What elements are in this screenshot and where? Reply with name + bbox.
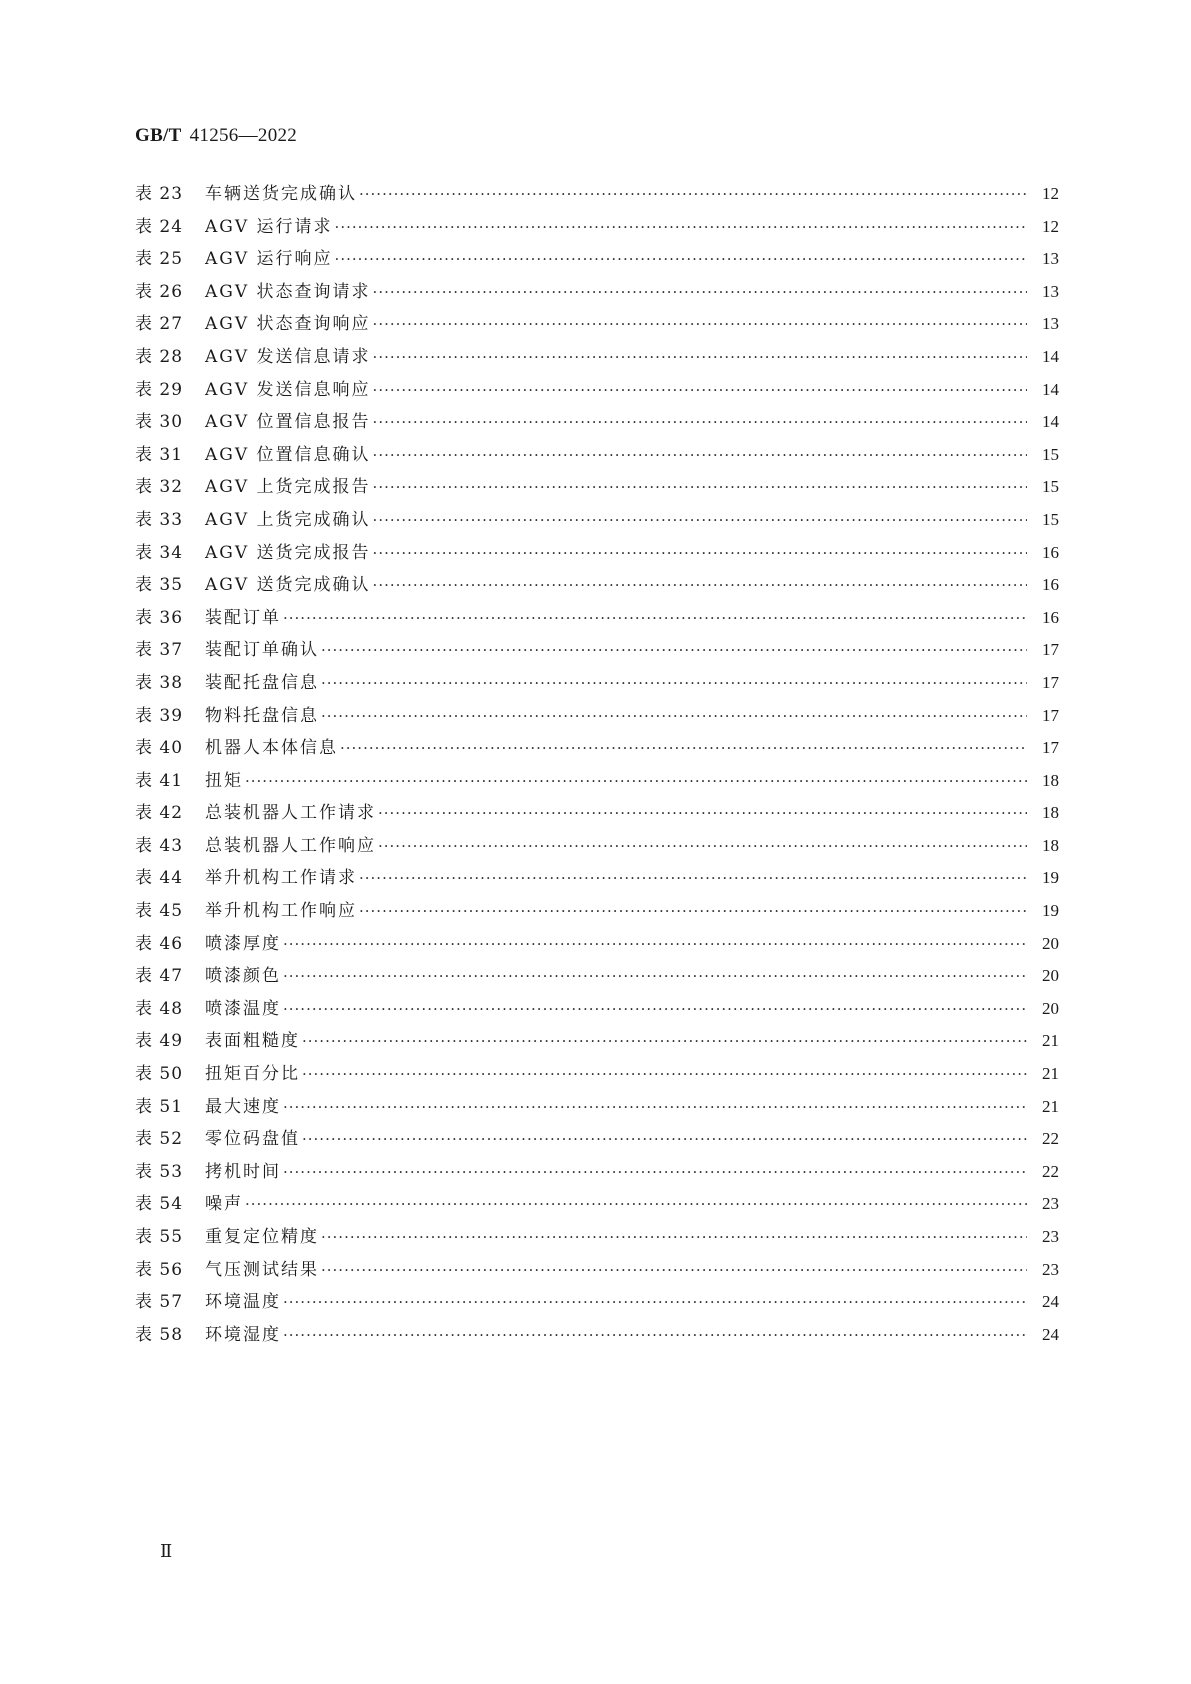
toc-dot-leader (302, 1065, 1027, 1083)
toc-entry-title: 装配托盘信息 (205, 672, 319, 693)
toc-entry[interactable] (135, 1124, 1059, 1157)
toc-entry-title: 喷漆温度 (205, 998, 281, 1019)
toc-entry[interactable] (135, 929, 1059, 962)
toc-entry-page: 19 (1042, 868, 1059, 888)
toc-entry-page: 23 (1042, 1227, 1059, 1246)
toc-dot-leader (373, 511, 1027, 529)
toc-dot-leader (321, 674, 1027, 692)
toc-entry-label: 表 31 (135, 444, 184, 465)
toc-entry-title: AGV 位置信息确认 (205, 444, 371, 465)
toc-entry[interactable] (135, 733, 1059, 766)
toc-dot-leader (340, 739, 1027, 757)
toc-dot-leader (373, 446, 1027, 464)
toc-entry-label: 表 44 (135, 868, 184, 889)
toc-entry-page: 17 (1042, 738, 1059, 758)
toc-entry-title: 拷机时间 (205, 1161, 281, 1182)
toc-entry[interactable] (135, 538, 1059, 571)
toc-entry-page: 15 (1042, 477, 1059, 497)
toc-entry-title: 环境湿度 (205, 1324, 281, 1345)
toc-dot-leader (373, 478, 1027, 496)
toc-entry[interactable] (135, 1189, 1059, 1222)
toc-entry-label: 表 54 (135, 1194, 184, 1215)
toc-entry-page: 18 (1042, 835, 1059, 855)
toc-entry-page: 17 (1042, 672, 1059, 692)
toc-dot-leader (373, 348, 1027, 366)
toc-entry-page: 24 (1042, 1292, 1059, 1312)
toc-entry-label: 表 47 (135, 966, 184, 987)
toc-entry-label: 表 42 (135, 803, 184, 824)
toc-entry[interactable] (135, 1287, 1059, 1320)
toc-dot-leader (321, 1261, 1027, 1279)
toc-dot-leader (335, 218, 1027, 236)
toc-dot-leader (359, 869, 1027, 887)
toc-entry-title: AGV 上货完成报告 (205, 477, 371, 498)
toc-entry-page: 13 (1042, 281, 1059, 301)
toc-entry-page: 18 (1042, 803, 1059, 823)
toc-entry-page: 21 (1042, 1096, 1059, 1116)
toc-entry-page: 14 (1042, 412, 1059, 432)
toc-entry-page: 15 (1042, 444, 1059, 464)
toc-entry-label: 表 58 (135, 1324, 184, 1345)
toc-entry[interactable] (135, 244, 1059, 277)
toc-entry-title: AGV 运行响应 (205, 249, 333, 270)
toc-dot-leader (373, 283, 1027, 301)
toc-dot-leader (302, 1032, 1027, 1050)
toc-entry-page: 24 (1042, 1324, 1059, 1344)
toc-entry-title: 举升机构工作请求 (205, 868, 357, 889)
toc-entry-title: AGV 状态查询请求 (205, 281, 371, 302)
toc-entry-page: 17 (1042, 705, 1059, 725)
toc-entry-title: 喷漆颜色 (205, 966, 281, 987)
toc-entry-label: 表 48 (135, 998, 184, 1019)
toc-entry-title: 重复定位精度 (205, 1227, 319, 1247)
toc-entry-label: 表 23 (135, 184, 184, 204)
toc-entry[interactable] (135, 798, 1059, 831)
toc-entry-label: 表 27 (135, 314, 184, 335)
toc-entry-page: 20 (1042, 966, 1059, 986)
toc-dot-leader (321, 1228, 1027, 1246)
toc-dot-leader (373, 544, 1027, 562)
toc-dot-leader (283, 1098, 1027, 1116)
toc-entry-page: 22 (1042, 1129, 1059, 1149)
toc-entry[interactable] (135, 668, 1059, 701)
toc-entry-label: 表 43 (135, 835, 184, 856)
toc-dot-leader (378, 837, 1027, 855)
toc-entry-title: AGV 发送信息响应 (205, 379, 371, 400)
toc-entry-page: 21 (1042, 1031, 1059, 1051)
toc-entry[interactable] (135, 896, 1059, 929)
toc-entry-label: 表 50 (135, 1064, 184, 1085)
toc-entry-title: 车辆送货完成确认 (205, 184, 357, 204)
toc-entry-title: AGV 运行请求 (205, 216, 333, 237)
toc-entry-page: 15 (1042, 509, 1059, 529)
toc-entry-page: 19 (1042, 901, 1059, 921)
toc-entry[interactable] (135, 309, 1059, 342)
toc-entry-page: 23 (1042, 1259, 1059, 1279)
toc-entry-label: 表 35 (135, 575, 184, 596)
toc-entry-label: 表 33 (135, 509, 184, 530)
toc-entry-label: 表 55 (135, 1227, 184, 1247)
toc-entry-label: 表 57 (135, 1292, 184, 1313)
toc-entry-page: 16 (1042, 607, 1059, 627)
toc-entry-label: 表 25 (135, 249, 184, 270)
toc-dot-leader (373, 381, 1027, 399)
standard-code: GB/T (135, 125, 182, 146)
toc-entry-label: 表 40 (135, 738, 184, 759)
document-header (135, 124, 297, 147)
toc-entry-label: 表 41 (135, 770, 184, 791)
toc-entry-title: 气压测试结果 (205, 1259, 319, 1280)
toc-entry-label: 表 28 (135, 346, 184, 367)
toc-entry-page: 17 (1042, 640, 1059, 660)
toc-entry-title: AGV 位置信息报告 (205, 412, 371, 433)
toc-entry-title: AGV 状态查询响应 (205, 314, 371, 335)
toc-entry-page: 16 (1042, 575, 1059, 595)
toc-entry[interactable] (135, 1320, 1059, 1353)
toc-dot-leader (283, 1163, 1027, 1181)
toc-entry[interactable] (135, 961, 1059, 994)
toc-entry-label: 表 34 (135, 542, 184, 563)
toc-entry[interactable] (135, 407, 1059, 440)
toc-entry-title: 物料托盘信息 (205, 705, 319, 726)
toc-dot-leader (245, 772, 1027, 790)
toc-entry[interactable] (135, 472, 1059, 505)
standard-number: 41256—2022 (189, 125, 298, 146)
toc-entry-page: 14 (1042, 346, 1059, 366)
toc-entry-title: 喷漆厚度 (205, 933, 281, 954)
toc-entry[interactable] (135, 277, 1059, 310)
toc-entry-label: 表 26 (135, 281, 184, 302)
toc-dot-leader (359, 185, 1027, 203)
toc-dot-leader (283, 967, 1027, 985)
toc-entry-label: 表 37 (135, 640, 184, 661)
toc-dot-leader (283, 1000, 1027, 1018)
toc-entry-title: 表面粗糙度 (205, 1031, 300, 1052)
toc-dot-leader (335, 250, 1027, 268)
toc-entry-page: 20 (1042, 933, 1059, 953)
toc-entry-title: 装配订单 (205, 607, 281, 628)
toc-entry-title: 总装机器人工作请求 (205, 803, 376, 824)
toc-entry[interactable] (135, 1059, 1059, 1092)
toc-dot-leader (283, 609, 1027, 627)
toc-entry-label: 表 24 (135, 216, 184, 237)
toc-entry[interactable] (135, 212, 1059, 245)
toc-entry-title: 扭矩 (205, 770, 243, 791)
toc-entry-title: AGV 上货完成确认 (205, 509, 371, 530)
toc-entry-label: 表 32 (135, 477, 184, 498)
toc-entry-label: 表 45 (135, 901, 184, 922)
toc-dot-leader (321, 707, 1027, 725)
toc-entry-label: 表 51 (135, 1096, 184, 1117)
toc-entry[interactable] (135, 570, 1059, 603)
toc-entry-title: AGV 发送信息请求 (205, 346, 371, 367)
toc-entry[interactable] (135, 1157, 1059, 1190)
toc-entry[interactable] (135, 831, 1059, 864)
toc-entry-label: 表 52 (135, 1129, 184, 1150)
toc-dot-leader (283, 935, 1027, 953)
toc-entry-title: 机器人本体信息 (205, 738, 338, 759)
toc-entry-title: 总装机器人工作响应 (205, 835, 376, 856)
toc-entry[interactable] (135, 766, 1059, 799)
toc-dot-leader (283, 1293, 1027, 1311)
toc-entry-page: 14 (1042, 379, 1059, 399)
toc-entry-page: 13 (1042, 314, 1059, 334)
toc-entry-label: 表 49 (135, 1031, 184, 1052)
toc-dot-leader (283, 1326, 1027, 1344)
toc-entry-title: 零位码盘值 (205, 1129, 300, 1150)
toc-entry-label: 表 30 (135, 412, 184, 433)
toc-entry[interactable] (135, 635, 1059, 668)
toc-entry-page: 16 (1042, 542, 1059, 562)
toc-entry[interactable] (135, 994, 1059, 1027)
toc-entry[interactable] (135, 603, 1059, 636)
toc-entry-title: 装配订单确认 (205, 640, 319, 661)
toc-entry-label: 表 38 (135, 672, 184, 693)
toc-entry-page: 12 (1042, 216, 1059, 236)
toc-entry[interactable] (135, 440, 1059, 473)
toc-entry-title: AGV 送货完成确认 (205, 575, 371, 596)
toc-dot-leader (245, 1195, 1027, 1213)
toc-entry-title: 环境温度 (205, 1292, 281, 1313)
toc-entry-title: 举升机构工作响应 (205, 901, 357, 922)
toc-dot-leader (321, 641, 1027, 659)
toc-entry[interactable] (135, 701, 1059, 734)
toc-entry[interactable] (135, 505, 1059, 538)
toc-dot-leader (373, 315, 1027, 333)
toc-entry-title: AGV 送货完成报告 (205, 542, 371, 563)
toc-dot-leader (373, 576, 1027, 594)
toc-entry-label: 表 36 (135, 607, 184, 628)
toc-entry[interactable] (135, 1255, 1059, 1288)
toc-entry[interactable] (135, 1026, 1059, 1059)
toc-entry-label: 表 46 (135, 933, 184, 954)
toc-entry-page: 23 (1042, 1194, 1059, 1214)
toc-entry-label: 表 56 (135, 1259, 184, 1280)
toc-entry-page: 13 (1042, 249, 1059, 269)
toc-entry-page: 12 (1042, 184, 1059, 203)
toc-entry-title: 噪声 (205, 1194, 243, 1215)
toc-entry[interactable] (135, 1092, 1059, 1125)
toc-dot-leader (378, 804, 1027, 822)
toc-entry[interactable] (135, 1222, 1059, 1255)
toc-dot-leader (359, 902, 1027, 920)
toc-dot-leader (373, 413, 1027, 431)
toc-dot-leader (302, 1130, 1027, 1148)
page-number: Ⅱ (160, 1541, 173, 1561)
toc-entry[interactable] (135, 863, 1059, 896)
toc-entry-label: 表 39 (135, 705, 184, 726)
toc-entry-page: 18 (1042, 770, 1059, 790)
toc-entry-page: 20 (1042, 998, 1059, 1018)
toc-entry-title: 最大速度 (205, 1096, 281, 1117)
toc-entry[interactable] (135, 342, 1059, 375)
toc-entry[interactable] (135, 375, 1059, 408)
toc-entry-page: 22 (1042, 1161, 1059, 1181)
toc-entry-page: 21 (1042, 1064, 1059, 1084)
toc-entry[interactable] (135, 179, 1059, 212)
toc-entry-label: 表 29 (135, 379, 184, 400)
toc-entry-title: 扭矩百分比 (205, 1064, 300, 1085)
toc-entry-label: 表 53 (135, 1161, 184, 1182)
table-of-contents (135, 179, 1059, 1352)
